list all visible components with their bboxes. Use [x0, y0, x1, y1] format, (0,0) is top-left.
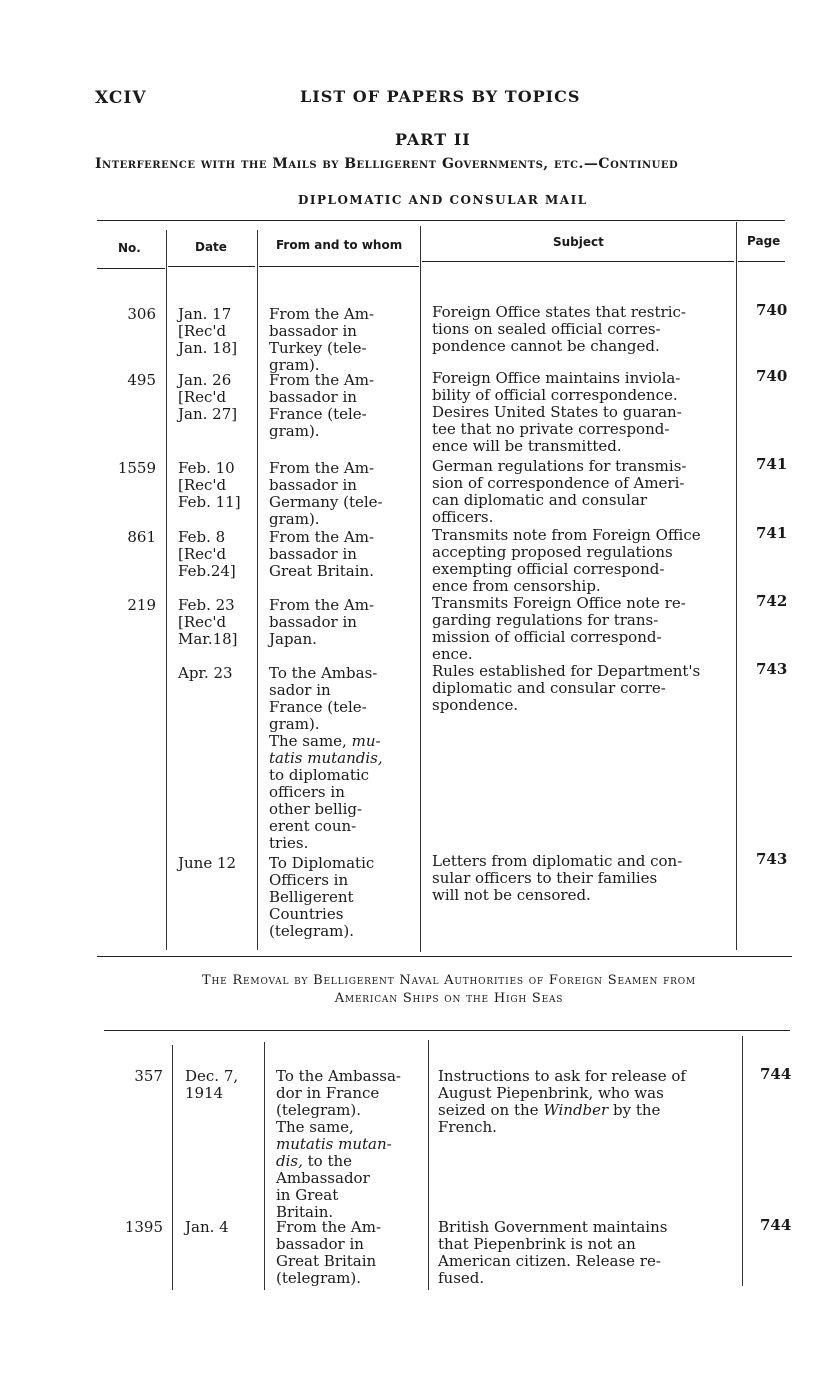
cell-subject: British Government maintains that Piepenbrink is not an American citizen. Release re- fused.: [438, 1218, 668, 1287]
col-header-page: Page: [747, 234, 781, 248]
cell-date: Feb. 23 [Rec'd Mar.18]: [178, 596, 238, 648]
cell-subject: Foreign Office maintains inviola- bility of official correspondence. Desires United States to guaran- tee that no private correspond- ence will be transmitted.: [432, 369, 682, 455]
table-top-rule: [97, 220, 785, 221]
header-rule: [97, 268, 165, 269]
header-rule: [168, 266, 255, 267]
cell-no: 1559: [117, 459, 156, 477]
section-subtitle: DIPLOMATIC AND CONSULAR MAIL: [298, 193, 588, 207]
table2-top-rule: [104, 1030, 790, 1031]
column-divider: [166, 230, 167, 950]
column-divider: [420, 226, 421, 952]
cell-no: 357: [134, 1067, 163, 1085]
table-bottom-rule: [97, 956, 792, 957]
cell-date: Apr. 23: [178, 664, 233, 682]
section2-title-line2: American Ships on the High Seas: [334, 991, 564, 1006]
cell-from-to: From the Am- bassador in Great Britain (telegram).: [276, 1218, 382, 1287]
cell-date: Feb. 8 [Rec'd Feb.24]: [178, 528, 236, 580]
cell-page: 742: [756, 592, 788, 610]
col-header-subject: Subject: [553, 235, 604, 249]
cell-no: 219: [127, 596, 156, 614]
header-rule: [422, 261, 734, 262]
col-header-date: Date: [195, 240, 227, 254]
cell-from-to: From the Am- bassador in France (tele- gram).: [269, 371, 375, 440]
page-number: XCIV: [95, 88, 147, 108]
col-header-from-to: From and to whom: [276, 238, 403, 252]
column-divider: [428, 1040, 429, 1290]
cell-from-to: From the Am- bassador in Japan.: [269, 596, 375, 648]
cell-page: 740: [756, 367, 788, 385]
cell-from-to: From the Am- bassador in Turkey (tele- gram).: [269, 305, 375, 374]
cell-subject: Rules established for Department's diplomatic and consular corre- spondence.: [432, 662, 701, 714]
cell-page: 741: [756, 455, 788, 473]
cell-subject: Transmits Foreign Office note re- garding regulations for trans- mission of official correspond- ence.: [432, 594, 686, 663]
cell-date: Jan. 17 [Rec'd Jan. 18]: [178, 305, 238, 357]
cell-page: 743: [756, 850, 788, 868]
cell-subject: German regulations for transmis- sion of correspondence of Ameri- can diplomatic and consular officers.: [432, 457, 687, 526]
cell-from-to: To the Ambas- sador in France (tele- gram). The same, mu- tatis mutandis, to diplomatic officers in other bellig- erent coun- tries.: [269, 664, 383, 852]
part-heading: PART II: [395, 130, 471, 149]
cell-subject: Letters from diplomatic and con- sular officers to their families will not be censored.: [432, 852, 683, 904]
cell-subject: Transmits note from Foreign Office accepting proposed regulations exempting official correspond- ence from censorship.: [432, 526, 701, 595]
section2-title-line1: The Removal by Belligerent Naval Authorities of Foreign Seamen from: [202, 973, 696, 988]
cell-page: 740: [756, 301, 788, 319]
section-title: Interference with the Mails by Belligerent Governments, etc.—Continued: [95, 156, 679, 172]
cell-from-to: To Diplomatic Officers in Belligerent Countries (telegram).: [269, 854, 375, 940]
cell-no: 1395: [124, 1218, 163, 1236]
section2-title: [105, 972, 793, 1008]
cell-page: 744: [760, 1216, 792, 1234]
cell-no: 306: [127, 305, 156, 323]
cell-page: 741: [756, 524, 788, 542]
cell-date: June 12: [178, 854, 237, 872]
cell-subject: Foreign Office states that restric- tions on sealed official corres- pondence cannot be changed.: [432, 303, 686, 355]
header-rule: [259, 266, 419, 267]
cell-no: 495: [127, 371, 156, 389]
cell-from-to: To the Ambassa- dor in France (telegram). The same, mutatis mutan- dis, to the Ambassador in Great Britain.: [276, 1067, 401, 1221]
cell-date: Feb. 10 [Rec'd Feb. 11]: [178, 459, 241, 511]
col-header-no: No.: [118, 241, 141, 255]
column-divider: [172, 1045, 173, 1290]
cell-subject: Instructions to ask for release of August Piepenbrink, who was seized on the Windber by the French.: [438, 1067, 686, 1136]
column-divider: [257, 230, 258, 950]
column-divider: [736, 222, 737, 950]
header-rule: [738, 261, 785, 262]
cell-from-to: From the Am- bassador in Great Britain.: [269, 528, 375, 580]
column-divider: [742, 1036, 743, 1286]
cell-no: 861: [127, 528, 156, 546]
cell-date: Jan. 26 [Rec'd Jan. 27]: [178, 371, 238, 423]
cell-date: Jan. 4: [185, 1218, 229, 1236]
cell-page: 743: [756, 660, 788, 678]
running-title: LIST OF PAPERS BY TOPICS: [300, 87, 581, 106]
cell-page: 744: [760, 1065, 792, 1083]
cell-date: Dec. 7, 1914: [185, 1067, 239, 1102]
cell-from-to: From the Am- bassador in Germany (tele- gram).: [269, 459, 383, 528]
